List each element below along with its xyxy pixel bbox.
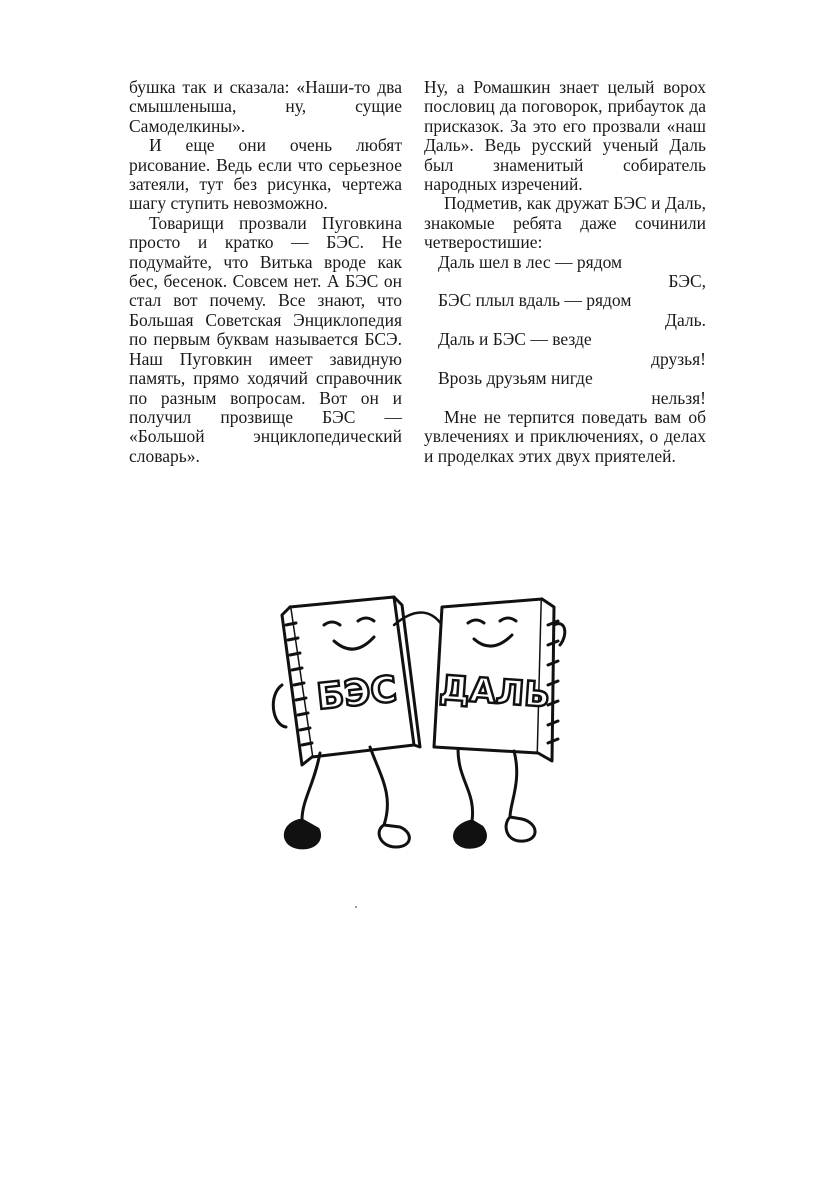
paragraph: Подметив, как дружат БЭС и Даль, знакомые ребята даже сочинили четверостишие: — [424, 193, 706, 253]
paragraph: И еще они очень любят рисование. Ведь если что серьезное затеяли, тут без рисунка, чертежа шагу ступить невозможно. — [129, 135, 402, 214]
verse-line-end: нельзя! — [651, 387, 706, 408]
paragraph: бушка так и сказала: «Наши-то два смышленыша, ну, сущие Самоделкины». — [129, 77, 402, 136]
verse-line-end: Даль. — [665, 309, 706, 330]
verse-line-end: друзья! — [651, 348, 706, 369]
verse-line: Даль и БЭС — везде — [438, 329, 592, 350]
paragraph: Товарищи прозвали Пуговкина просто и кратко — БЭС. Не подумайте, что Витька вроде как бес, бесенок. Совсем нет. А БЭС он стал вот почему. Все знают, что Большая Советская Энциклопедия по первым буквам называется БСЭ. Наш Пуговкин имеет завидную память, прямо ходячий справочник по разным вопросам. Вот он и получил прозвище БЭС — «Большой энциклопедический словарь». — [129, 212, 402, 466]
right-text-column — [424, 78, 706, 466]
paragraph: Ну, а Ромашкин знает целый ворох пословиц да поговорок, прибауток да присказок. За это его прозвали «наш Даль». Ведь русский ученый Даль был знаменитый собиратель народных изречений. — [424, 77, 706, 195]
quatrain — [424, 253, 706, 408]
verse-line-end: БЭС, — [668, 271, 706, 292]
verse-line: Даль шел в лес — рядом — [438, 251, 623, 272]
dal-book-character — [434, 599, 565, 847]
two-walking-books-illustration — [262, 585, 588, 860]
dal-book-title: ДАЛЬ — [438, 668, 552, 716]
verse-line: БЭС плыл вдаль — рядом — [438, 290, 632, 311]
bes-book-title: БЭС — [314, 668, 399, 719]
page-speck — [355, 906, 357, 908]
bes-book-character — [273, 597, 442, 848]
left-text-column — [129, 78, 402, 466]
paragraph: Мне не терпится поведать вам об увлечениях и приключениях, о делах и проделках этих двух приятелей. — [424, 406, 706, 466]
verse-line: Врозь друзьям нигде — [438, 368, 593, 389]
